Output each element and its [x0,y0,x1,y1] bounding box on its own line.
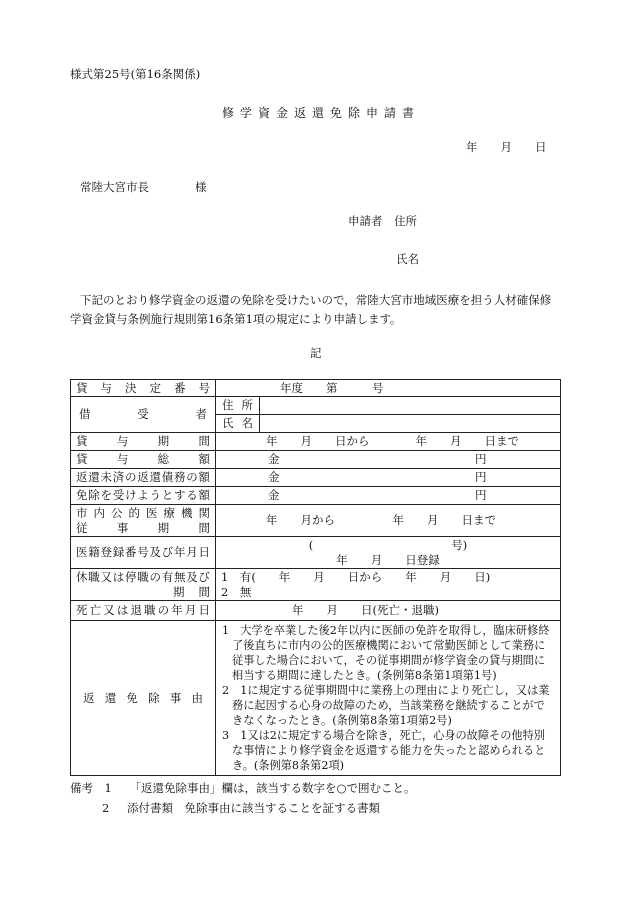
registration-value-2: 年 月 日登録 [336,552,440,567]
row-public-service [71,505,561,537]
loan-total-label: 貸与総額 [71,451,216,469]
leave-value-2: 2 無 [221,584,252,599]
loan-number-label: 貸与決定番号 [71,380,216,397]
name-label: 氏名 [216,415,260,433]
intro-text-1: 下記のとおり修学資金の返還の免除を受けたいので，常陸大宮市地域医療を担う人材確保修 [80,293,552,307]
note-2-text: 添付書類 免除事由に該当することを証する書類 [126,801,380,815]
reason-list [216,621,561,776]
application-table [70,379,561,776]
public-service-value: 年 月から 年 月 日まで [216,505,561,537]
registration-value [216,537,561,569]
note-1-text: 「返還免除事由」欄は，該当する数字を○で囲むこと。 [129,781,416,795]
loan-period-value: 年 月 日から 年 月 日まで [216,433,561,451]
reason-item-3: 3 1又は2に規定する場合を除き，死亡，心身の故障その他特別な事情により修学資金を返還する能力を失ったと認められるとき。(条例第8条第2項) [222,729,546,772]
ki-heading: 記 [310,346,322,360]
loan-period-label: 貸与期間 [71,433,216,451]
page-title: 修学資金返還免除申請書 [222,106,421,120]
registration-value-1: ( 号) [308,537,468,552]
loan-number-value: 年度 第 号 [216,380,561,397]
row-loan-number [71,380,561,397]
row-loan-period [71,433,561,451]
row-loan-total [71,451,561,469]
note-2 [102,800,380,816]
row-leave [71,569,561,601]
registration-label: 医籍登録番号及び年月日 [71,537,216,569]
addressee: 常陸大宮市長 様 [80,180,207,194]
row-unpaid [71,469,561,487]
death-label: 死亡又は退職の年月日 [71,601,216,621]
loan-total-value: 金 円 [216,451,561,469]
public-service-label-1: 市内公的医療機関 [76,505,210,520]
death-value: 年 月 日(死亡・退職) [216,601,561,621]
exemption-amount-value: 金 円 [216,487,561,505]
reason-item-1: 1 大学を卒業した後2年以内に医師の免許を取得し，臨床研修終了後直ちに市内の公的医療機関において常勤医師として業務に従事した場合において，その従事期間が修学資金の貸与期間に相当する期間に達したとき。(条例第8条第1項第1号) [222,624,550,682]
public-service-label [71,505,216,537]
exemption-amount-label: 免除を受けようとする額 [71,487,216,505]
applicant-address-label: 申請者 住所 [348,214,417,228]
unpaid-label: 返還未済の返還債務の額 [71,469,216,487]
note-2-label: 2 [102,801,110,815]
row-death [71,601,561,621]
intro-text-2: 学資金貸与条例施行規則第16条第1項の規定により申請します。 [70,312,402,326]
row-exemption-amount [71,487,561,505]
address-label: 住所 [216,397,260,415]
borrower-label: 借受者 [71,397,216,433]
row-borrower-address [71,397,561,415]
note-1 [70,780,416,796]
form-number: 様式第25号(第16条関係) [70,67,201,81]
reason-item-2: 2 1に規定する従事期間中に業務上の理由により死亡し，又は業務に起因する心身の故障のため，当該業務を継続することができなくなったとき。(条例第8条第1項第2号) [222,684,550,727]
public-service-label-2: 従事期間 [76,520,210,535]
row-reason [71,621,561,776]
leave-label-1: 休職又は停職の有無及び [76,569,210,584]
applicant-name-label: 氏名 [396,252,419,266]
date-line: 年 月 日 [466,140,547,154]
leave-value-1: 1 有( 年 月 日から 年 月 日) [221,569,491,584]
leave-label-2: 期間 [173,584,224,599]
row-registration [71,537,561,569]
name-field[interactable] [260,415,561,433]
reason-label: 返還免除事由 [71,621,216,776]
address-field[interactable] [260,397,561,415]
leave-value [216,569,561,601]
unpaid-value: 金 円 [216,469,561,487]
leave-label [71,569,224,601]
note-1-label: 備考 1 [70,781,112,795]
